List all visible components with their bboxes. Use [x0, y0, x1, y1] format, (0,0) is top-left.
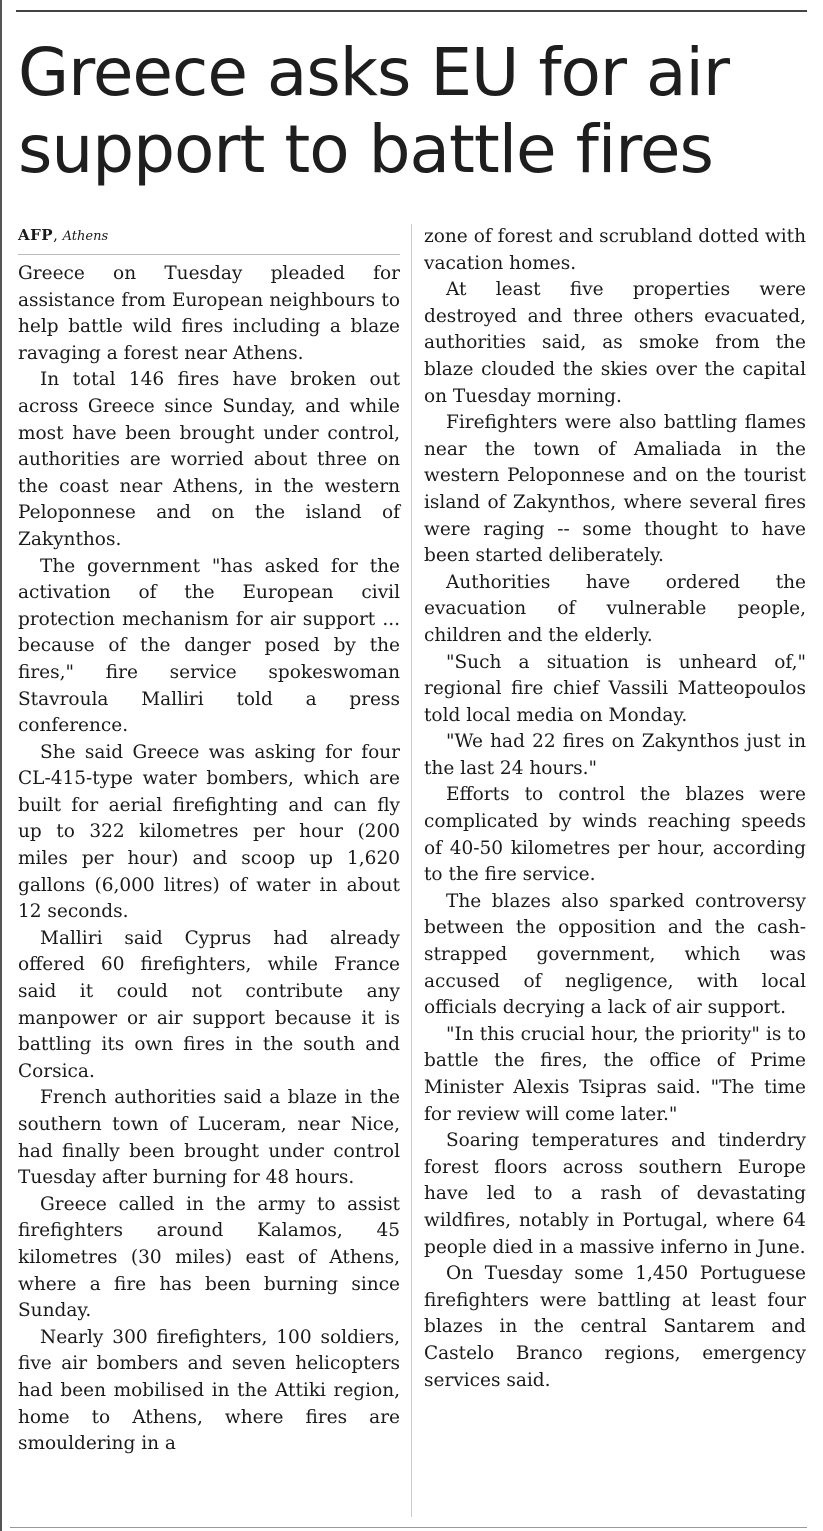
byline	[18, 224, 400, 255]
page-border-left	[0, 0, 2, 1531]
top-rule	[16, 10, 807, 12]
paragraph-continued: zone of forest and scrubland dotted with vacation homes.	[424, 226, 806, 274]
column-right	[424, 224, 806, 1519]
paragraph: At least five properties were destroyed and three others evacuated, authorities said, as smoke from the blaze clouded the skies over the capital on Tuesday morning.	[424, 279, 806, 407]
paragraph: Greece called in the army to assist firefighters around Kalamos, 45 kilometres (30 miles) east of Athens, where a fire has been burning since Sunday.	[18, 1193, 400, 1322]
paragraph: Nearly 300 firefighters, 100 soldiers, five air bombers and seven helicopters had been mobilised in the Attiki region, home to Athens, where fires are smouldering in a	[18, 1326, 400, 1455]
byline-separator: ,	[53, 226, 63, 244]
paragraph: Soaring temperatures and tinderdry forest floors across southern Europe have led to a rash of devastating wildfires, notably in Portugal, where 64 people died in a massive inferno in June.	[424, 1130, 806, 1258]
paragraph: The blazes also sparked controversy between the opposition and the cash-strapped government, which was accused of negligence, with local officials decrying a lack of air support.	[424, 890, 806, 1019]
paragraph: The government "has asked for the activation of the European civil protection mechanism for air support ... because of the danger posed by the fires," fire service spokeswoman Stavroula Malliri told a press conference.	[18, 555, 400, 737]
paragraph: "Such a situation is unheard of," regional fire chief Vassili Matteopoulos told local media on Monday.	[424, 651, 806, 726]
paragraph: "We had 22 fires on Zakynthos just in the last 24 hours."	[424, 731, 806, 779]
column-left	[18, 224, 400, 1519]
headline: Greece asks EU for air support to battle fires	[18, 34, 729, 188]
paragraph: In total 146 fires have broken out across Greece since Sunday, and while most have been brought under control, authorities are worried about three on the coast near Athens, in the western Peloponnese and on the island of Zakynthos.	[18, 369, 400, 550]
column-gutter	[411, 224, 412, 1517]
paragraph: Firefighters were also battling flames near the town of Amaliada in the western Peloponnese and on the tourist island of Zakynthos, where several fires were raging -- some thought to have been started deliberately.	[424, 412, 806, 567]
paragraph: Malliri said Cyprus had already offered 60 firefighters, while France said it could not contribute any manpower or air support because it is battling its own fires in the south and Corsica.	[18, 927, 400, 1082]
paragraph: Efforts to control the blazes were complicated by winds reaching speeds of 40-50 kilometres per hour, according to the fire service.	[424, 784, 806, 886]
paragraph: Greece on Tuesday pleaded for assistance from European neighbours to help battle wild fires including a blaze ravaging a forest near Athens.	[18, 263, 400, 364]
paragraph: "In this crucial hour, the priority" is to battle the fires, the office of Prime Minister Alexis Tsipras said. "The time for review will come later."	[424, 1023, 806, 1125]
bottom-rule	[10, 1527, 807, 1528]
byline-place: Athens	[62, 229, 109, 244]
paragraph: She said Greece was asking for four CL-415-type water bombers, which are built for aerial firefighting and can fly up to 322 kilometres per hour (200 miles per hour) and scoop up 1,620 gallons (6,000 litres) of water in about 12 seconds.	[18, 741, 400, 923]
paragraph: French authorities said a blaze in the southern town of Luceram, near Nice, had finally been brought under control Tuesday after burning for 48 hours.	[18, 1087, 400, 1189]
paragraph: On Tuesday some 1,450 Portuguese firefighters were battling at least four blazes in the central Santarem and Castelo Branco regions, emergency services said.	[424, 1263, 806, 1391]
byline-agency: AFP	[18, 226, 54, 244]
paragraph: Authorities have ordered the evacuation of vulnerable people, children and the elderly.	[424, 571, 806, 646]
